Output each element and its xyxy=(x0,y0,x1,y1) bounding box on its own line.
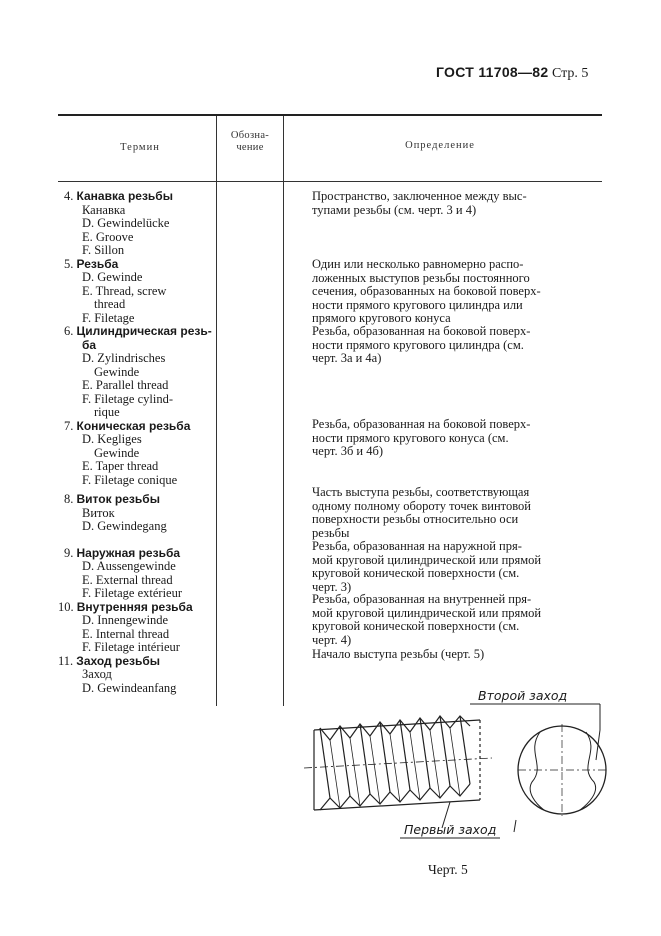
table-top-rule xyxy=(58,114,602,116)
page-header xyxy=(436,64,588,82)
column-head-designation: Обозна- чение xyxy=(230,130,270,153)
definition-11: Начало выступа резьбы (черт. 5) xyxy=(312,647,485,661)
definition-7: Резьба, образованная на боковой поверх- ности прямого кругового конуса (см. черт. 3б и 4б) xyxy=(312,417,531,458)
column-head-definition: Определение xyxy=(405,140,475,151)
terms-column xyxy=(58,189,224,695)
definition-10: Резьба, образованная на внутренней пря- мой круговой цилиндрической или прямой круговой конической поверхности (см. черт. 4) xyxy=(312,592,542,647)
label-second-start: Второй заход xyxy=(478,688,568,703)
definition-5: Один или несколько равномерно распо- ложенных выступов резьбы постоянного сечения, образованных на боковой поверх- ности прямого кругового цилиндра или прямого кругового конуса xyxy=(312,257,541,325)
label-first-start: Первый заход xyxy=(404,822,497,837)
term-4: 4. Канавка резьбы Канавка D. Gewindelücke E. Groove F. Sillon xyxy=(64,189,173,257)
gost-number: ГОСТ 11708—82 xyxy=(436,64,549,80)
column-head-term: Термин xyxy=(120,142,160,153)
page-number: Стр. 5 xyxy=(551,66,589,81)
leader-line-top xyxy=(596,704,600,760)
term-7: 7. Коническая резьба D. Kegliges Gewinde E. Taper thread F. Filetage conique xyxy=(64,418,191,487)
term-10: 10. Внутренняя резьба D. Innengewinde E. Internal thread F. Filetage intérieur xyxy=(58,599,193,654)
tick-mark xyxy=(514,820,516,832)
end-view xyxy=(518,724,606,816)
term-6: 6. Цилиндрическая резь- ба D. Zylindrisches Gewinde E. Parallel thread F. Filetage cylind- rique xyxy=(64,324,212,419)
figure-caption: Черт. 5 xyxy=(428,862,468,877)
term-8: 8. Виток резьбы Виток D. Gewindegang xyxy=(64,492,167,533)
term-5: 5. Резьба D. Gewinde E. Thread, screw thread F. Filetage xyxy=(64,256,167,325)
rod-axis xyxy=(304,758,492,768)
table-header-rule xyxy=(58,181,602,182)
threaded-rod xyxy=(314,716,480,810)
definition-9: Резьба, образованная на наружной пря- мой круговой цилиндрической или прямой круговой конической поверхности (см. черт. 3) xyxy=(312,539,542,594)
term-9: 9. Наружная резьба D. Aussengewinde E. External thread F. Filetage extérieur xyxy=(64,545,183,600)
definition-6: Резьба, образованная на боковой поверх- ности прямого кругового цилиндра (см. черт. 3а и 4а) xyxy=(312,324,531,365)
definition-4: Пространство, заключенное между выс- тупами резьбы (см. черт. 3 и 4) xyxy=(312,189,527,217)
term-11: 11. Заход резьбы Заход D. Gewindeanfang xyxy=(58,653,177,695)
column-divider-right xyxy=(283,116,284,706)
definition-8: Часть выступа резьбы, соответствующая одному полному обороту точек винтовой поверхности резьбы относительно оси резьбы xyxy=(312,485,531,540)
